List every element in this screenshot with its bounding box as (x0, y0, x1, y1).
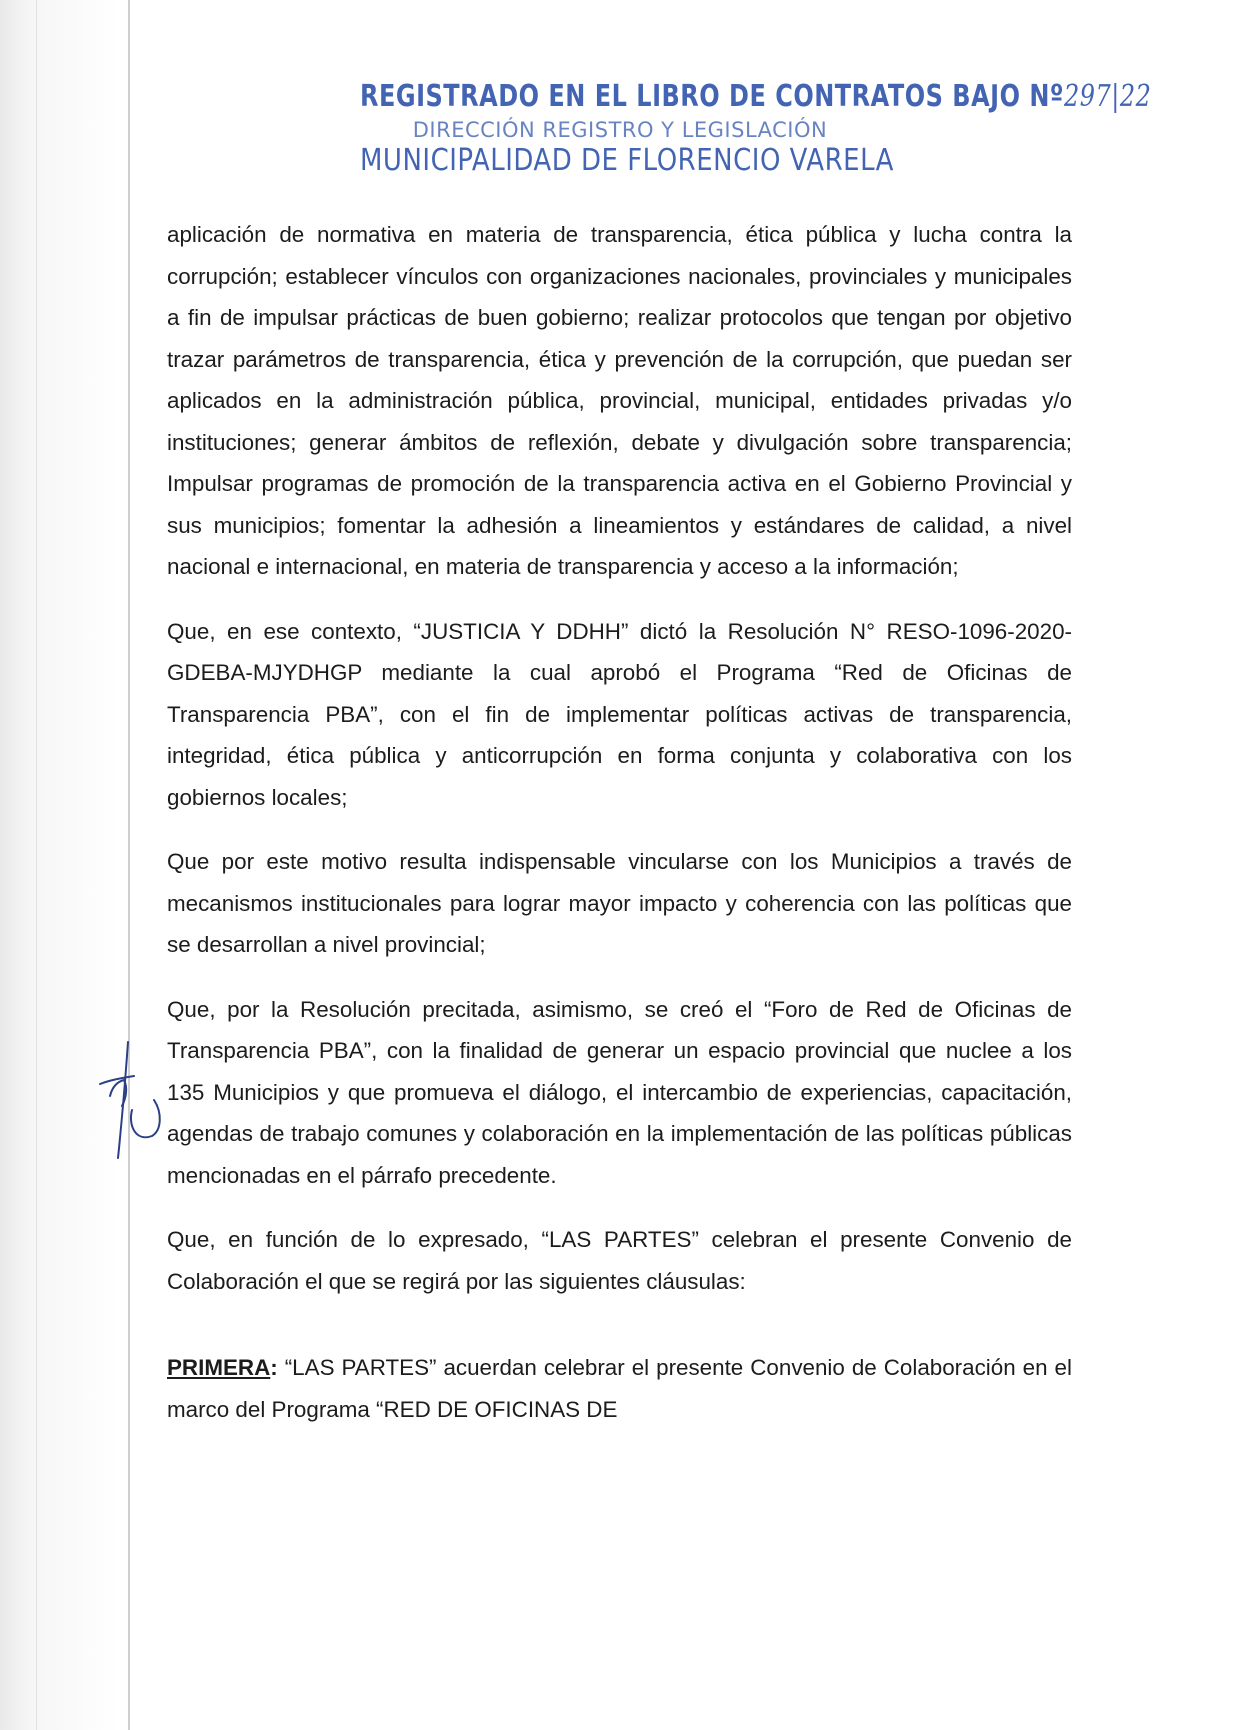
binding-margin-line (128, 0, 130, 1730)
page-edge-line (36, 0, 37, 1730)
registry-stamp (360, 78, 1152, 179)
stamp-line-3: MUNICIPALIDAD DE FLORENCIO VARELA (360, 143, 894, 179)
stamp-line-1 (360, 78, 1152, 114)
document-body (167, 214, 1072, 1453)
handwritten-initials (88, 1040, 168, 1160)
clause-primera (167, 1347, 1072, 1430)
stamp-line-2: DIRECCIÓN REGISTRO Y LEGISLACIÓN (412, 118, 828, 142)
stamp-registry-text: REGISTRADO EN EL LIBRO DE CONTRATOS BAJO Nº (360, 78, 1064, 114)
stamp-registry-number: 297|22 (1063, 78, 1152, 114)
paragraph-5: Que, en función de lo expresado, “LAS PARTES” celebran el presente Convenio de Colaboración el que se regirá por las siguientes cláusulas: (167, 1227, 1072, 1294)
paragraph-3: Que por este motivo resulta indispensable vincularse con los Municipios a través de mecanismos institucionales para lograr mayor impacto y coherencia con las políticas que se desarrollan a nivel provincial; (167, 849, 1072, 957)
clause-text: “LAS PARTES” acuerdan celebrar el presente Convenio de Colaboración en el marco del Programa “RED DE OFICINAS DE (167, 1355, 1072, 1422)
paragraph-4: Que, por la Resolución precitada, asimismo, se creó el “Foro de Red de Oficinas de Transparencia PBA”, con la finalidad de generar un espacio provincial que nuclee a los 135 Municipios y que promueva el diálogo, el intercambio de experiencias, capacitación, agendas de trabajo comunes y colaboración en la implementación de las políticas públicas mencionadas en el párrafo precedente. (167, 996, 1072, 1188)
paragraph-2: Que, en ese contexto, “JUSTICIA Y DDHH” dictó la Resolución N° RESO-1096-2020-GDEBA-MJYDHGP mediante la cual aprobó el Programa “Red de Oficinas de Transparencia PBA”, con el fin de implementar políticas activas de transparencia, integridad, ética pública y anticorrupción en forma conjunta y colaborativa con los gobiernos locales; (167, 618, 1072, 810)
paragraph-1: aplicación de normativa en materia de transparencia, ética pública y lucha contra la corrupción; establecer vínculos con organizaciones nacionales, provinciales y municipales a fin de impulsar prácticas de buen gobierno; realizar protocolos que tengan por objetivo trazar parámetros de transparencia, ética y prevención de la corrupción, que puedan ser aplicados en la administración pública, provincial, municipal, entidades privadas y/o instituciones; generar ámbitos de reflexión, debate y divulgación sobre transparencia; Impulsar programas de promoción de la transparencia activa en el Gobierno Provincial y sus municipios; fomentar la adhesión a lineamientos y estándares de calidad, a nivel nacional e internacional, en materia de transparencia y acceso a la información; (167, 222, 1072, 579)
clause-separator: : (270, 1355, 278, 1380)
clause-title: PRIMERA (167, 1355, 271, 1380)
